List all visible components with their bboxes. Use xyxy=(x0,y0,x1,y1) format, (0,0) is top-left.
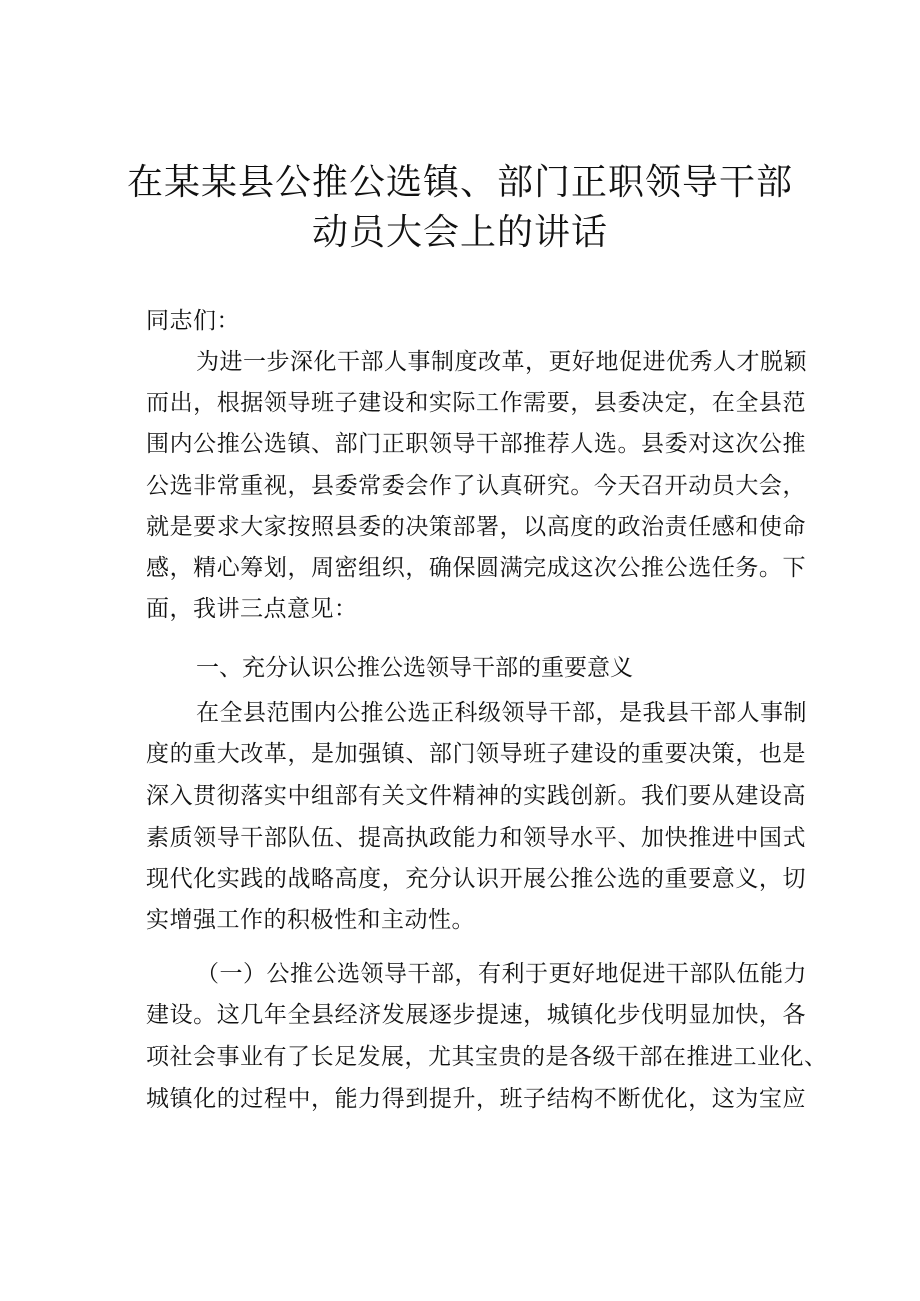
section-heading-1: 一、充分认识公推公选领导干部的重要意义 xyxy=(196,655,633,681)
paragraph-2-line: 度的重大改革，是加强镇、部门领导班子建设的重要决策，也是 xyxy=(146,741,806,767)
paragraph-1-line: 感，精心筹划，周密组织，确保圆满完成这次公推公选任务。下 xyxy=(146,555,806,581)
salutation: 同志们： xyxy=(146,308,240,334)
paragraph-1-line: 围内公推公选镇、部门正职领导干部推荐人选。县委对这次公推 xyxy=(146,431,806,457)
paragraph-1-line: 而出，根据领导班子建设和实际工作需要，县委决定，在全县范 xyxy=(146,390,806,416)
document-title-line-1: 在某某县公推公选镇、部门正职领导干部 xyxy=(126,162,793,203)
paragraph-2-line: 在全县范围内公推公选正科级领导干部，是我县干部人事制 xyxy=(196,700,807,726)
paragraph-3-line: （一）公推公选领导干部，有利于更好地促进干部队伍能力 xyxy=(196,961,807,987)
paragraph-2-line: 深入贯彻落实中组部有关文件精神的实践创新。我们要从建设高 xyxy=(146,783,806,809)
paragraph-3-line: 城镇化的过程中，能力得到提升，班子结构不断优化，这为宝应 xyxy=(146,1086,806,1112)
paragraph-1-line: 为进一步深化干部人事制度改革，更好地促进优秀人才脱颖 xyxy=(196,349,807,375)
paragraph-2-line: 实增强工作的积极性和主动性。 xyxy=(146,907,475,933)
document-title-line-2: 动员大会上的讲话 xyxy=(311,212,608,253)
paragraph-1-line: 公选非常重视，县委常委会作了认真研究。今天召开动员大会， xyxy=(146,473,806,499)
paragraph-2-line: 素质领导干部队伍、提高执政能力和领导水平、加快推进中国式 xyxy=(146,825,806,851)
paragraph-3-line: 建设。这几年全县经济发展逐步提速，城镇化步伐明显加快，各 xyxy=(146,1002,806,1028)
paragraph-1-line: 就是要求大家按照县委的决策部署，以高度的政治责任感和使命 xyxy=(146,514,806,540)
paragraph-1-line: 面，我讲三点意见： xyxy=(146,596,358,622)
paragraph-3-line: 项社会事业有了长足发展，尤其宝贵的是各级干部在推进工业化、 xyxy=(146,1044,828,1070)
paragraph-2-line: 现代化实践的战略高度，充分认识开展公推公选的重要意义，切 xyxy=(146,866,806,892)
